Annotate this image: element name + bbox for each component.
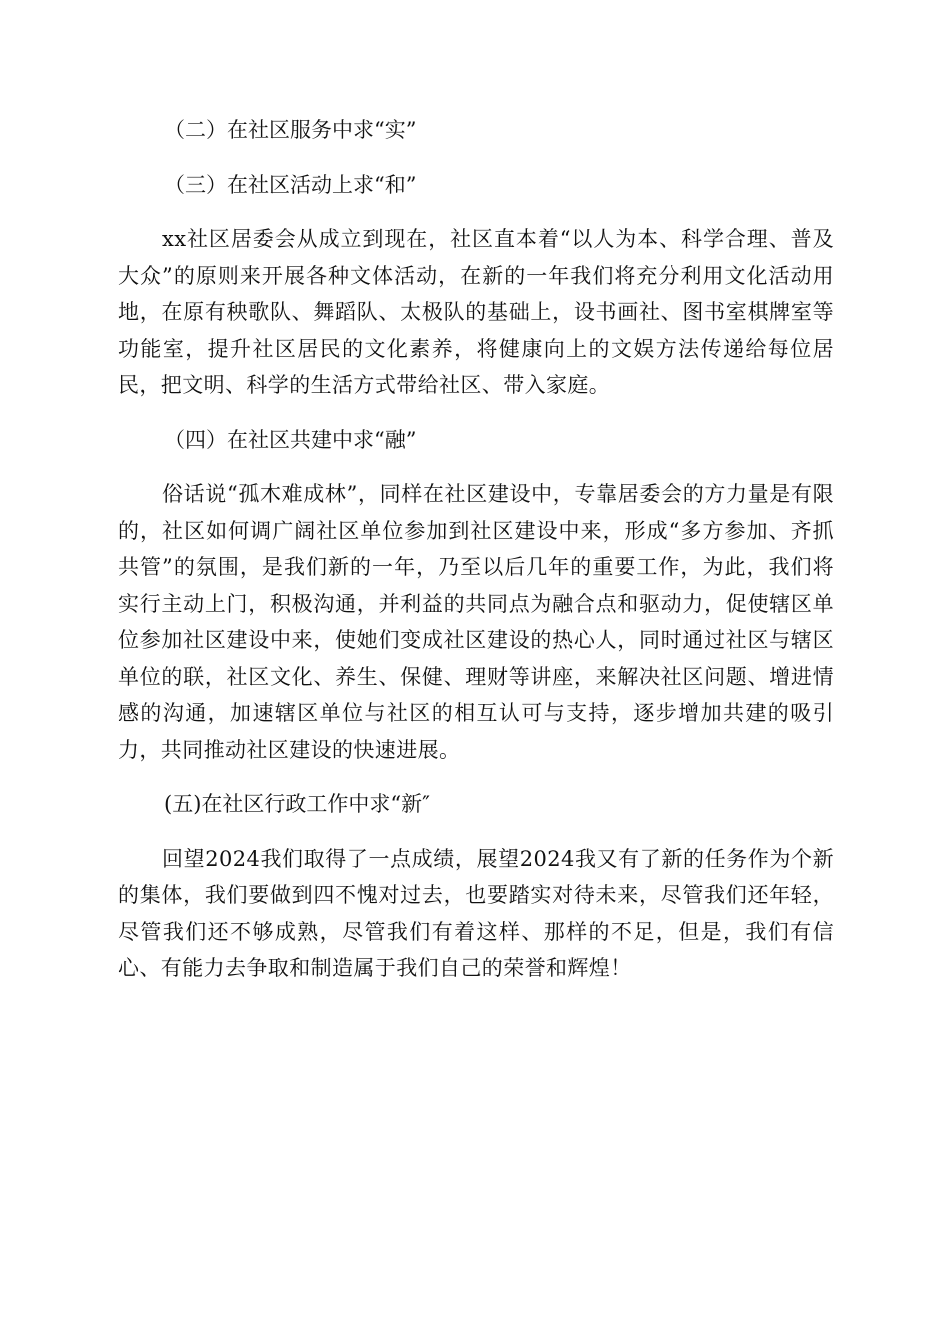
section-heading-4: （四）在社区共建中求“融” bbox=[164, 427, 417, 452]
section-heading-3: （三）在社区活动上求“和” bbox=[164, 172, 417, 197]
paragraph-activities: xx社区居委会从成立到现在，社区直本着“以人为本、科学合理、普及大众”的原则来开展各种文体活动，在新的一年我们将充分利用文化活动用地，在原有秧歌队、舞蹈队、太极队的基础上，设书画社、图书室棋牌室等功能室，提升社区居民的文化素养，将健康向上的文娱方法传递给每位居民，把文明、科学的生活方式带给社区、带入家庭。 bbox=[118, 227, 834, 397]
paragraph-co-building: 俗话说“孤木难成林”，同样在社区建设中，专靠居委会的方力量是有限的，社区如何调广阔社区单位参加到社区建设中来，形成“多方参加、齐抓共管”的氛围，是我们新的一年，乃至以后几年的重要工作，为此，我们将实行主动上门，积极沟通，并利益的共同点为融合点和驱动力，促使辖区单位参加社区建设中来，使她们变成社区建设的热心人，同时通过社区与辖区单位的联，社区文化、养生、保健、理财等讲座，来解决社区问题、增进情感的沟通，加速辖区单位与社区的相互认可与支持，逐步增加共建的吸引力，共同推动社区建设的快速进展。 bbox=[118, 482, 834, 762]
section-heading-5: (五)在社区行政工作中求“新″ bbox=[164, 792, 430, 816]
document-body bbox=[118, 112, 834, 987]
paragraph-outlook: 回望2024我们取得了一点成绩，展望2024我又有了新的任务作为个新的集体，我们要做到四不愧对过去，也要踏实对待未来，尽管我们还年轻，尽管我们还不够成熟，尽管我们有着这样、那样的不足，但是，我们有信心、有能力去争取和制造属于我们自己的荣誉和辉煌！ bbox=[118, 846, 834, 980]
section-heading-2: （二）在社区服务中求“实” bbox=[164, 118, 417, 142]
